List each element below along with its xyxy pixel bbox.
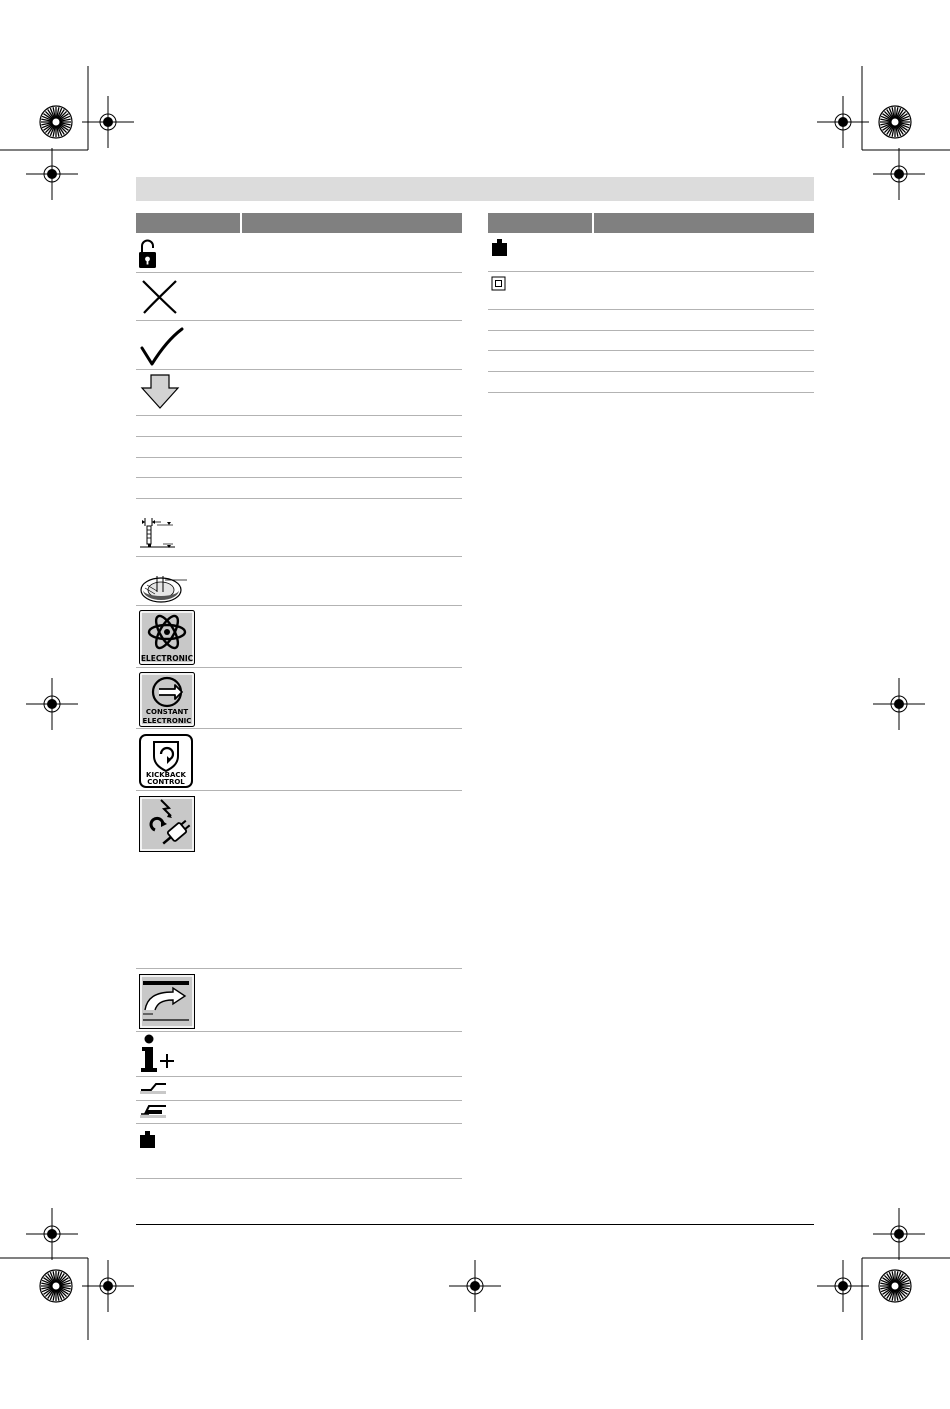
weight-icon	[491, 238, 509, 258]
switch-on-icon	[139, 1102, 169, 1120]
weight-icon	[139, 1130, 157, 1150]
soft-start-icon	[139, 974, 195, 1029]
row-divider	[136, 320, 462, 321]
row-divider	[136, 1178, 462, 1179]
protection-class-icon	[491, 276, 507, 292]
left-symbol-table	[136, 213, 462, 233]
row-divider	[136, 457, 462, 458]
right-symbol-table	[488, 213, 814, 233]
disc-diagram-icon	[139, 576, 189, 604]
registration-rosette-icon	[40, 1270, 72, 1302]
info-plus-icon	[139, 1034, 179, 1074]
row-divider	[136, 1076, 462, 1077]
row-divider	[136, 272, 462, 273]
row-divider	[488, 271, 814, 272]
registration-rosette-icon	[879, 1270, 911, 1302]
kickback-control-icon	[139, 734, 193, 788]
control-label: CONTROL	[147, 778, 185, 786]
row-divider	[488, 392, 814, 393]
row-divider	[136, 436, 462, 437]
cross-icon	[140, 278, 180, 316]
row-divider	[136, 498, 462, 499]
check-icon	[140, 326, 184, 368]
constant-electronic-icon	[139, 672, 195, 727]
unlock-icon	[138, 238, 158, 270]
footer-rule	[136, 1224, 814, 1225]
row-divider	[136, 605, 462, 606]
row-divider	[136, 667, 462, 668]
row-divider	[488, 330, 814, 331]
registration-rosette-icon	[879, 106, 911, 138]
left-table-header	[136, 213, 462, 233]
right-table-header	[488, 213, 814, 233]
electronic-label: ELECTRONIC	[142, 717, 192, 725]
row-divider	[488, 371, 814, 372]
row-divider	[136, 968, 462, 969]
electronic-label: ELECTRONIC	[140, 654, 194, 663]
row-divider	[488, 309, 814, 310]
constant-label: CONSTANT	[145, 708, 189, 716]
row-divider	[136, 728, 462, 729]
row-divider	[136, 415, 462, 416]
arrow-down-icon	[140, 374, 180, 410]
kickback-label: KICKBACK	[146, 771, 186, 779]
row-divider	[136, 1123, 462, 1124]
row-divider	[136, 1031, 462, 1032]
row-divider	[136, 790, 462, 791]
electronic-atom-icon	[139, 610, 195, 665]
dimension-diagram-icon	[139, 516, 179, 550]
row-divider	[488, 350, 814, 351]
row-divider	[136, 477, 462, 478]
row-divider	[136, 1100, 462, 1101]
row-divider	[136, 556, 462, 557]
switch-off-icon	[139, 1080, 169, 1096]
restart-protection-icon	[139, 796, 195, 852]
registration-rosette-icon	[40, 106, 72, 138]
row-divider	[136, 369, 462, 370]
